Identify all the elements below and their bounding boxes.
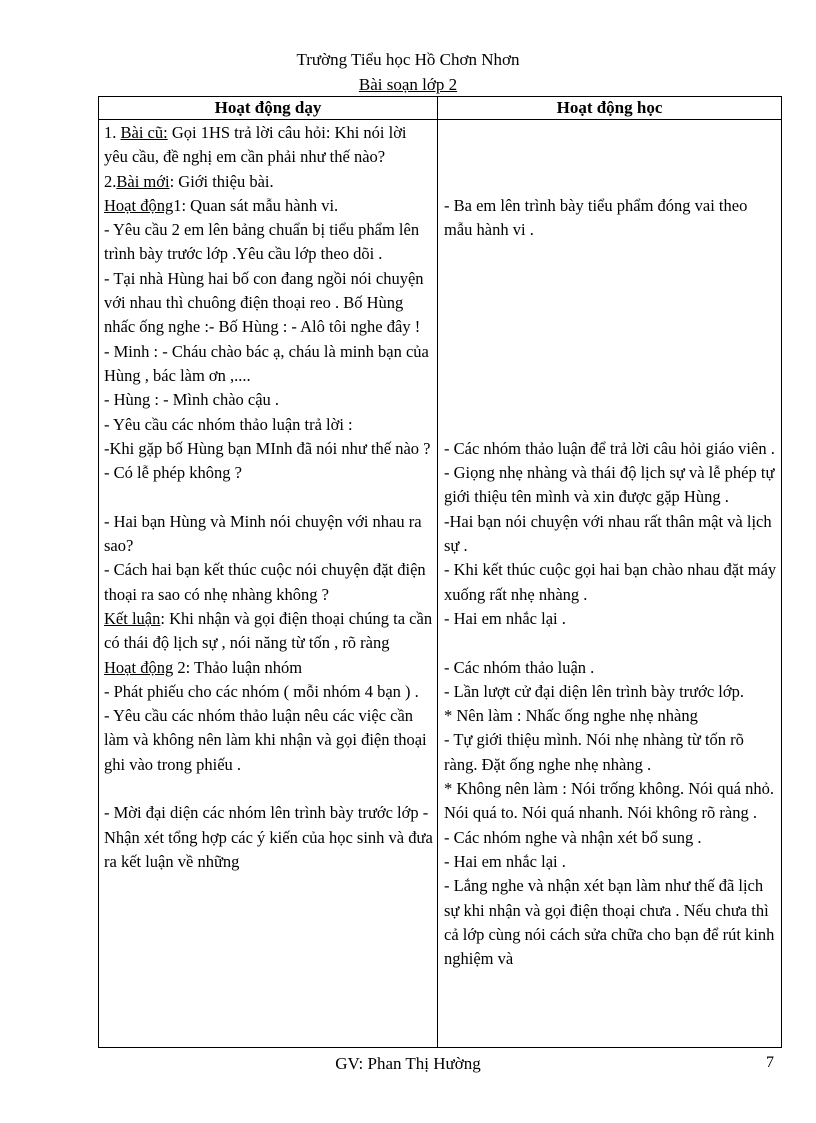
teacher-line: - Hai bạn Hùng và Minh nói chuyện với nhau ra sao?	[104, 511, 422, 556]
document-subtitle	[0, 75, 816, 95]
subtitle-text: Bài soạn lớp 2	[358, 75, 458, 94]
student-line: * Nên làm : Nhấc ống nghe nhẹ nhàng	[444, 706, 698, 726]
teacher-line: - Hùng : - Mình chào cậu .	[104, 390, 280, 410]
teacher-line: - Cách hai bạn kết thúc cuộc nói chuyện đặt điện thoại ra sao có nhẹ nhàng không ?	[104, 560, 426, 604]
student-line: - Ba em lên trình bày tiểu phẩm đóng vai theo mẫu hành vi .	[444, 195, 748, 240]
student-line: - Các nhóm nghe và nhận xét bổ sung .	[444, 827, 702, 847]
student-line: - Lần lượt cử đại diện lên trình bày trước lớp.	[444, 681, 744, 701]
column-header-teacher: Hoạt động dạy	[214, 98, 322, 117]
activity-2-heading: Hoạt động 2: Thảo luận nhóm	[104, 657, 303, 677]
lesson-table	[98, 96, 782, 1048]
teacher-line: - Yêu cầu các nhóm thảo luận nêu các việc cần làm và không nên làm khi nhận và gọi điện thoại ghi vào trong phiếu .	[104, 706, 427, 774]
teacher-line: - Yêu cầu 2 em lên bảng chuẩn bị tiểu phẩm lên trình bày trước lớp .Yêu cầu lớp theo dõi .	[104, 220, 420, 264]
spacer	[444, 145, 778, 169]
spacer	[444, 631, 778, 655]
activity-1-heading: Hoạt động1: Quan sát mẫu hành vi.	[104, 195, 339, 215]
teacher-name: GV: Phan Thị Hường	[335, 1054, 481, 1073]
teacher-line: - Yêu cầu các nhóm thảo luận trả lời :	[104, 414, 353, 434]
student-line: - Hai em nhắc lại .	[444, 851, 566, 871]
spacer	[444, 170, 778, 194]
old-lesson-label: Bài cũ:	[120, 123, 168, 142]
spacer	[104, 485, 434, 509]
new-lesson-label: Bài mới	[116, 171, 170, 191]
student-line: - Lắng nghe và nhận xét bạn làm như thế đã lịch sự khi nhận và gọi điện thoại chưa . Nếu chưa thì cả lớp cùng nói cách sửa chữa cho bạn để rút kinh nghiệm và	[444, 876, 775, 969]
page-number: 7	[766, 1054, 774, 1071]
teacher-line: - Phát phiếu cho các nhóm ( mỗi nhóm 4 bạn ) .	[104, 681, 419, 701]
student-line: - Giọng nhẹ nhàng và thái độ lịch sự và lễ phép tự giới thiệu tên mình và xin được gặp Hùng .	[444, 463, 775, 507]
student-activities	[444, 121, 778, 1045]
teacher-line: - Tại nhà Hùng hai bố con đang ngồi nói chuyện với nhau thì chuông điện thoại reo . Bố Hùng nhấc ống nghe :- Bố Hùng : - Alô tôi nghe đây !	[104, 268, 424, 337]
student-line: - Tự giới thiệu mình. Nói nhẹ nhàng từ tốn rõ ràng. Đặt ống nghe nhẹ nhàng .	[444, 730, 744, 774]
student-line: -Hai bạn nói chuyện với nhau rất thân mật và lịch sự .	[444, 511, 772, 556]
spacer	[444, 291, 778, 315]
teacher-line: - Minh : - Cháu chào bác ạ, cháu là minh bạn của Hùng , bác làm ơn ,....	[104, 341, 429, 385]
conclusion-paragraph: Kết luận: Khi nhận và gọi điện thoại chúng ta cần có thái độ lịch sự , nói năng từ tốn , rõ ràng	[104, 608, 433, 653]
school-name: Trường Tiểu học Hồ Chơn Nhơn	[296, 50, 520, 69]
spacer	[444, 121, 778, 145]
teacher-line: - Mời đại diện các nhóm lên trình bày trước lớp - Nhận xét tổng hợp các ý kiến của học sinh và đưa ra kết luận về những	[104, 803, 433, 871]
spacer	[444, 364, 778, 388]
teacher-line: - Có lễ phép không ?	[104, 463, 242, 483]
student-line: - Khi kết thúc cuộc gọi hai bạn chào nhau đặt máy xuống rất nhẹ nhàng .	[444, 560, 777, 604]
spacer	[444, 388, 778, 412]
spacer	[444, 242, 778, 266]
spacer	[444, 413, 778, 437]
student-line: - Hai em nhắc lại .	[444, 608, 566, 628]
student-line: - Các nhóm thảo luận để trả lời câu hỏi giáo viên .	[444, 438, 775, 458]
spacer	[444, 267, 778, 291]
student-line: * Không nên làm : Nói trống không. Nói quá nhỏ. Nói quá to. Nói quá nhanh. Nói không rõ ràng .	[444, 779, 774, 823]
spacer	[104, 777, 434, 801]
header-divider	[99, 119, 781, 120]
teacher-activities	[104, 121, 434, 1045]
column-divider	[437, 97, 438, 1047]
teacher-line: -Khi gặp bố Hùng bạn MInh đã nói như thế nào ?	[104, 438, 431, 458]
column-header-student: Hoạt động học	[556, 98, 663, 117]
spacer	[444, 315, 778, 339]
conclusion-label: Kết luận	[104, 608, 161, 628]
old-lesson-paragraph: 1. Bài cũ: Gọi 1HS trả lời câu hỏi: Khi nói lời yêu cầu, đề nghị em cần phải như thế nào?	[104, 123, 407, 167]
new-lesson-paragraph: 2.Bài mới: Giới thiệu bài.	[104, 171, 274, 191]
student-line: - Các nhóm thảo luận .	[444, 657, 595, 677]
spacer	[444, 340, 778, 364]
